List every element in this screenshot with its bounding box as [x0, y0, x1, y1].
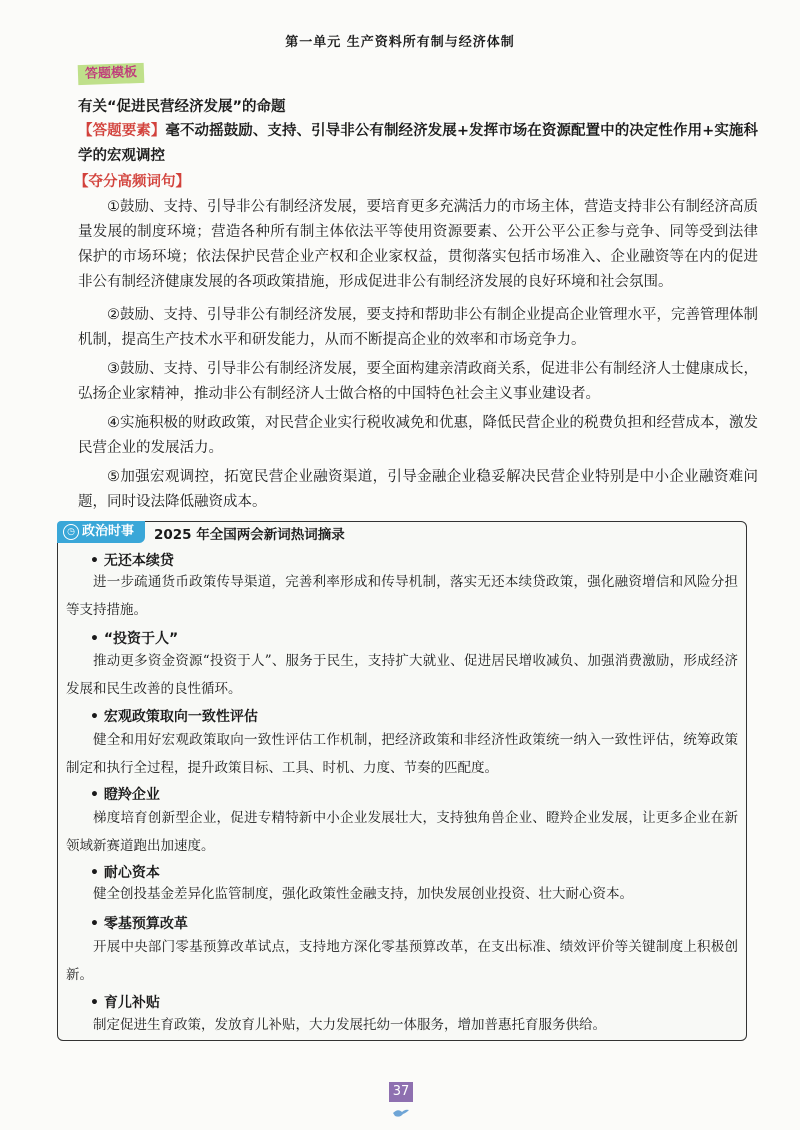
phrases-heading: 【夺分高频词句】 — [74, 174, 190, 190]
term-text: 推动更多资金资源“投资于人”、服务于民生，支持扩大就业、促进居民增收减负、加强消费激励，形成经济发展和民生改善的良性循环。 — [66, 653, 738, 697]
term-name: • 耐心资本 — [90, 865, 160, 881]
badge-label: 政治时事 — [82, 524, 135, 539]
term-name: • 无还本续贷 — [90, 553, 174, 569]
phrase-1: ①鼓励、支持、引导非公有制经济发展，要培育更多充满活力的市场主体，营造支持非公有制经济高质量发展的制度环境；营造各种所有制主体依法平等使用资源要素、公开公平公正参与竞争、同等受到法律保护的市场环境；依法保护民营企业产权和企业家权益，贯彻落实包括市场准入、企业融资等在内的促进非公有制经济健康发展的各项政策措施，形成促进非公有制经济发展的良好环境和社会氛围。 — [78, 199, 758, 290]
answer-elements-label: 【答题要素】 — [78, 123, 166, 139]
term-text: 进一步疏通货币政策传导渠道，完善利率形成和传导机制，落实无还本续贷政策，强化融资增信和风险分担等支持措施。 — [66, 574, 738, 618]
term-text: 健全创投基金差异化监管制度，强化政策性金融支持，加快发展创业投资、壮大耐心资本。 — [93, 886, 633, 902]
term-text: 梯度培育创新型企业，促进专精特新中小企业发展壮大，支持独角兽企业、瞪羚企业发展，让更多企业在新领域新赛道跑出加速度。 — [66, 810, 738, 854]
box-title: 2025 年全国两会新词热词摘录 — [154, 527, 345, 543]
term-name: • 育儿补贴 — [90, 995, 160, 1011]
term-text: 开展中央部门零基预算改革试点，支持地方深化零基预算改革，在支出标准、绩效评价等关键制度上积极创新。 — [66, 939, 738, 983]
answer-elements-text: 毫不动摇鼓励、支持、引导非公有制经济发展+发挥市场在资源配置中的决定性作用+实施科学的宏观调控 — [78, 123, 759, 164]
term-text: 制定促进生育政策，发放育儿补贴，大力发展托幼一体服务，增加普惠托育服务供给。 — [93, 1017, 606, 1033]
topic-title: 有关“促进民营经济发展”的命题 — [78, 99, 286, 115]
answer-template-tag: 答题模板 — [78, 63, 145, 85]
bird-icon — [392, 1107, 410, 1119]
answer-elements — [78, 119, 758, 169]
current-affairs-badge — [57, 521, 145, 543]
clock-icon: ◷ — [63, 524, 79, 540]
phrase-4: ④实施积极的财政政策，对民营企业实行税收减免和优惠，降低民营企业的税费负担和经营成本，激发民营企业的发展活力。 — [78, 415, 758, 456]
page-number: 37 — [389, 1082, 413, 1102]
term-name: • 零基预算改革 — [90, 916, 188, 932]
term-text: 健全和用好宏观政策取向一致性评估工作机制，把经济政策和非经济性政策统一纳入一致性评估，统筹政策制定和执行全过程，提升政策目标、工具、时机、力度、节奏的匹配度。 — [66, 732, 738, 776]
term-name: • “投资于人” — [90, 631, 179, 647]
term-name: • 瞪羚企业 — [90, 787, 160, 803]
phrase-2: ②鼓励、支持、引导非公有制经济发展，要支持和帮助非公有制企业提高企业管理水平，完善管理体制机制，提高生产技术水平和研发能力，从而不断提高企业的效率和市场竞争力。 — [78, 307, 758, 348]
term-name: • 宏观政策取向一致性评估 — [90, 709, 258, 725]
phrase-3: ③鼓励、支持、引导非公有制经济发展，要全面构建亲清政商关系，促进非公有制经济人士健康成长，弘扬企业家精神，推动非公有制经济人士做合格的中国特色社会主义事业建设者。 — [78, 361, 758, 402]
running-head: 第一单元 生产资料所有制与经济体制 — [285, 35, 515, 50]
phrase-5: ⑤加强宏观调控，拓宽民营企业融资渠道，引导金融企业稳妥解决民营企业特别是中小企业融资难问题，同时设法降低融资成本。 — [78, 469, 758, 510]
